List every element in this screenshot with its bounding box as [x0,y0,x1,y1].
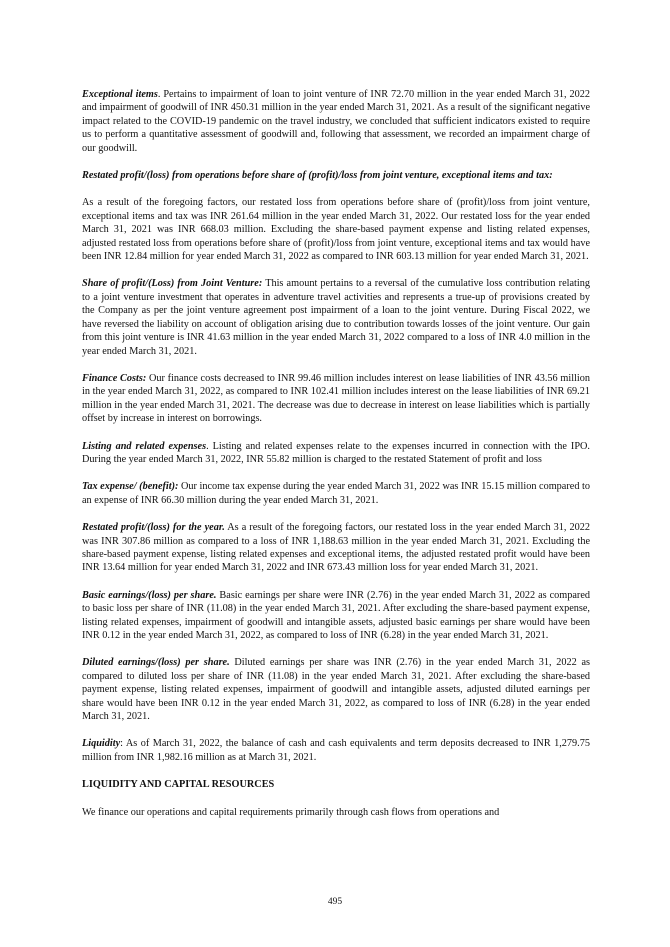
paragraph-text: Our finance costs decreased to INR 99.46 million includes interest on lease liabilities of INR 43.56 million in the year ended March 31, 2022, as compared to INR 102.41 million includes interest on the lease liabilities of INR 69.21 million in the year ended March 31, 2021. The decrease was due to decrease in interest on lease liabilities which is partially offset by increase in interest on borrowings. [82,372,590,425]
paragraph-text: . Pertains to impairment of loan to joint venture of INR 72.70 million in the year ended March 31, 2022 and impairment of goodwill of INR 450.31 million in the year ended March 31, 2021. As a result of the significant negative impact related to the COVID-19 pandemic on the travel industry, we concluded that sufficient indicators existed to require us to perform a quantitative assessment of goodwill and, following that assessment, we recorded an impairment charge of our goodwill. [82,89,590,154]
page-number: 495 [327,897,343,907]
paragraph-text: . Listing and related expenses relate to the expenses incurred in connection with the IPO. During the year ended March 31, 2022, INR 55.82 million is charged to the restated Statement of profit and loss [82,440,590,465]
paragraph-text: As a result of the foregoing factors, our restated loss from operations before share of (profit)/loss from joint venture, exceptional items and tax was INR 261.64 million in the year ended March 31, 2022. Our restated loss for the year ended March 31, 2021 was INR 668.03 million. Excluding the share-based payment expense and listing related expenses, adjusted restated loss from operations before share of (profit)/loss from joint venture, exceptional items and tax would have been INR 12.84 million for year ended March 31, 2022 as compared to INR 603.13 million for year ended March 31, 2021. [82,197,590,263]
paragraph-text: This amount pertains to a reversal of the cumulative loss contribution relating to a joint venture investment that operates in adventure travel activities and represents a true-up of provisions created by the Company as per the joint venture agreement post impairment of a loan to the joint venture. During Fiscal 2022, we have reversed the liability on account of obligation arising due to contribution towards losses of the joint venture. Our gain from this joint venture is INR 41.63 million in the year ended March 31, 2022 compared to a loss of INR 4.0 million in the year ended March 31, 2021. [82,278,590,357]
paragraph-lead: Diluted earnings/(loss) per share. [82,657,230,669]
paragraph-liquidity [82,737,590,764]
paragraph-closing: We finance our operations and capital requirements primarily through cash flows from operations and [82,806,500,818]
paragraph-tax-expense [82,480,590,507]
paragraph-lead: Liquidity [82,738,121,750]
paragraph-lead: Basic earnings/(loss) per share. [82,589,217,601]
paragraph-lead: Restated profit/(loss) from operations before share of (profit)/loss from joint venture, exceptional items and tax: [82,170,553,182]
paragraph-basic-eps [82,589,590,643]
paragraph-text: As a result of the foregoing factors, our restated loss in the year ended March 31, 2022 was INR 307.86 million as compared to a loss of INR 1,188.63 million in the year ended March 31, 2021. Excluding the share-based payment expense, listing related expenses and exceptional items, the adjusted restated profit would have been INR 13.64 million for year ended March 31, 2022 and INR 673.43 million loss for year ended March 31, 2021. [82,522,590,574]
paragraph-lead: Share of profit/(Loss) from Joint Venture: [82,278,263,290]
paragraph-lead: Exceptional items [82,89,158,100]
document-page [82,88,590,833]
paragraph-finance-costs [82,372,590,426]
paragraph-lead: Tax expense/ (benefit): [82,481,179,493]
paragraph-text: Basic earnings per share were INR (2.76) in the year ended March 31, 2022 as compared to basic loss per share of INR (11.08) in the year ended March 31, 2021. After excluding the share-based payment expense, listing related expenses, impairment of goodwill and intangible assets, adjusted basic earnings per share would have been INR 0.12 in the year ended March 31, 2022, as compared to loss of INR (6.28) in the year ended March 31, 2021. [82,589,590,641]
paragraph-restated-profit-year [82,521,590,575]
paragraph-diluted-eps [82,656,590,723]
paragraph-share-of-profit [82,277,590,357]
paragraph-restated-profit-heading [82,169,590,182]
paragraph-restated-profit-body [82,196,590,263]
section-heading: LIQUIDITY AND CAPITAL RESOURCES [82,779,275,791]
paragraph-lead: Finance Costs: [82,372,147,384]
paragraph-text: : As of March 31, 2022, the balance of cash and cash equivalents and term deposits decreased to INR 1,279.75 million from INR 1,982.16 million as at March 31, 2021. [82,738,590,763]
paragraph-listing-expenses [82,440,590,467]
paragraph-text: Our income tax expense during the year ended March 31, 2022 was INR 15.15 million compared to an expense of INR 66.30 million during the year ended March 31, 2021. [82,481,590,506]
paragraph-lead: Restated profit/(loss) for the year. [82,522,225,534]
paragraph-lead: Listing and related expenses [82,440,207,452]
paragraph-text: Diluted earnings per share was INR (2.76) in the year ended March 31, 2022 as compared to diluted loss per share of INR (11.08) in the year ended March 31, 2021. After excluding the share-based payment expense, listing related expenses, impairment of goodwill and intangible assets, adjusted diluted earnings per share would have been INR 0.12 in the year ended March 31, 2022, as compared to loss of INR (6.28) in the year ended March 31, 2021. [82,657,590,723]
paragraph-exceptional-items [82,88,590,155]
